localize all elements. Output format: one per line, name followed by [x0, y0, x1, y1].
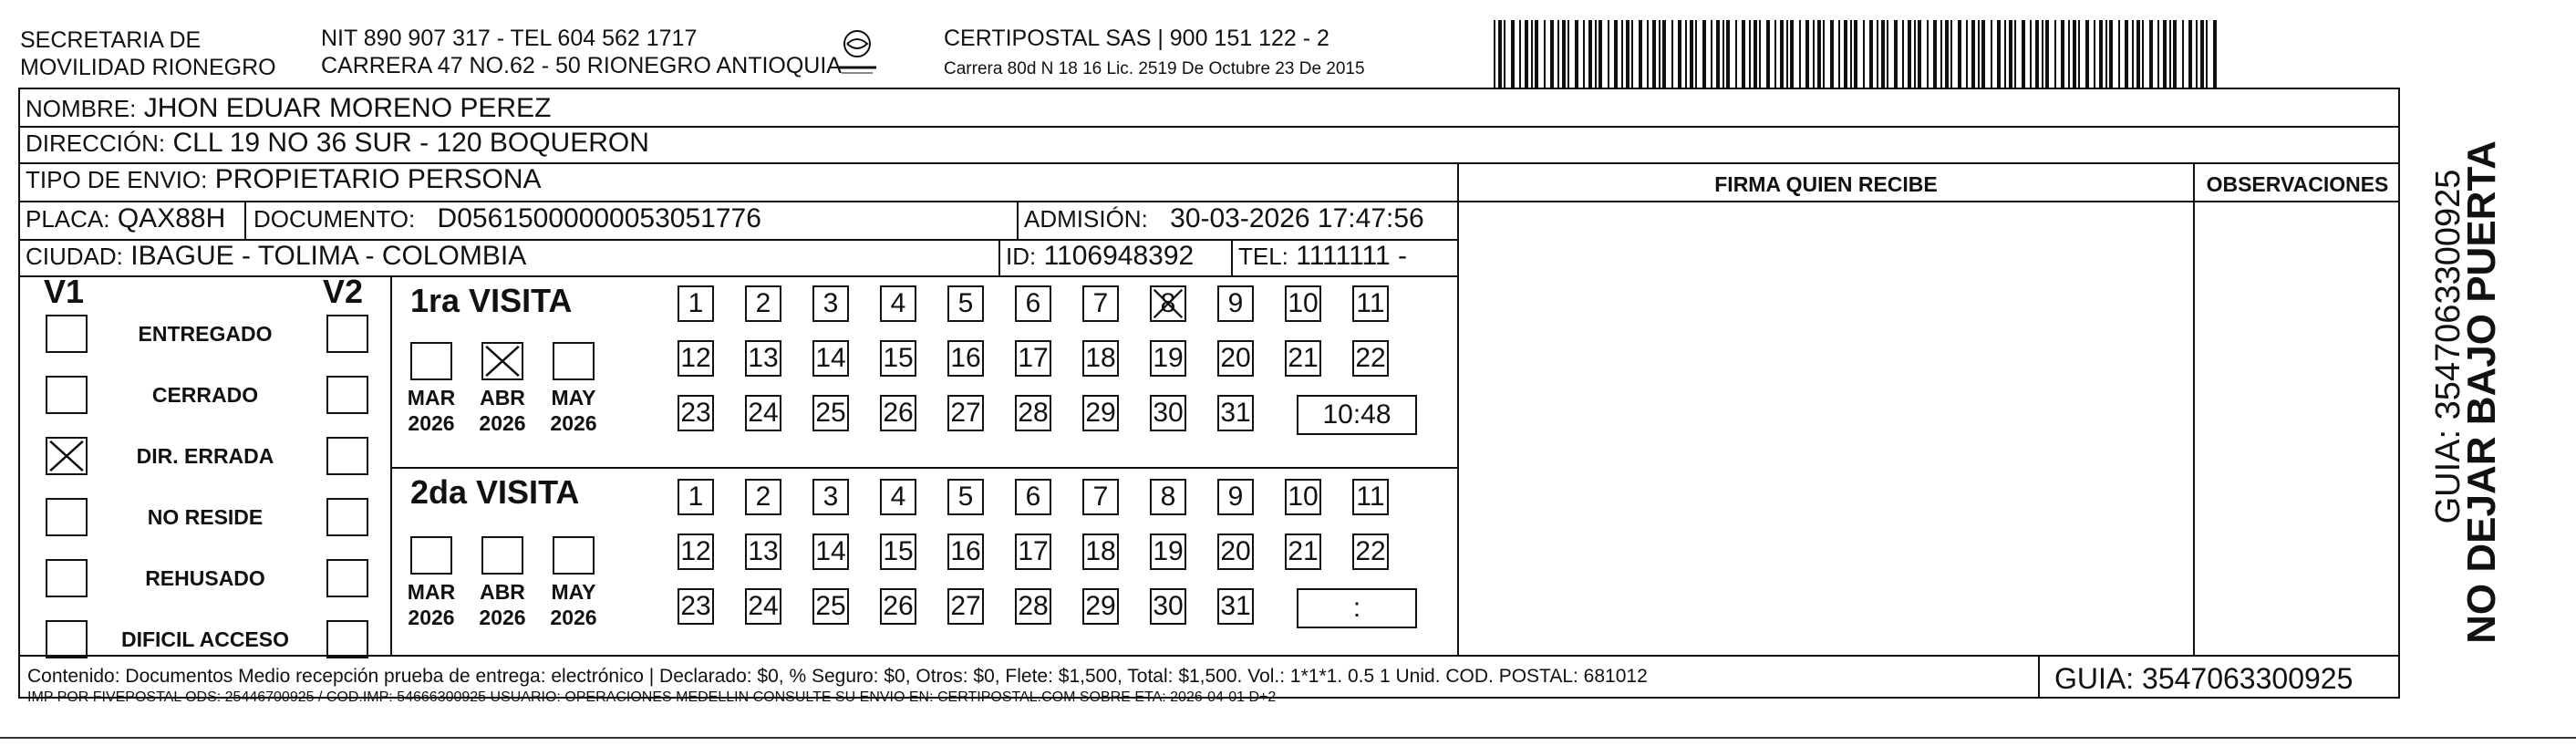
admision-label: ADMISIÓN: — [1024, 205, 1148, 233]
day-box[interactable]: 4 — [880, 479, 916, 515]
v1-header: V1 — [44, 273, 85, 310]
v1-checkbox[interactable] — [46, 315, 88, 353]
year-label: 2026 — [550, 411, 597, 435]
month-checkbox[interactable] — [410, 342, 452, 380]
month-checkbox[interactable] — [481, 342, 523, 380]
v1-checkbox[interactable] — [46, 620, 88, 658]
day-box[interactable]: 12 — [678, 534, 714, 570]
address-line: CARRERA 47 NO.62 - 50 RIONEGRO ANTIOQUIA — [321, 53, 842, 78]
day-box[interactable]: 6 — [1015, 285, 1051, 322]
day-box[interactable]: 23 — [678, 588, 714, 625]
v1-checkbox[interactable] — [46, 559, 88, 597]
nombre-value: JHON EDUAR MORENO PEREZ — [143, 93, 552, 123]
firma-left-border — [1457, 162, 1459, 655]
day-box[interactable]: 16 — [947, 534, 984, 570]
day-box[interactable]: 30 — [1150, 588, 1186, 625]
month-checkbox[interactable] — [410, 536, 452, 575]
ciudad-value: IBAGUE - TOLIMA - COLOMBIA — [130, 241, 527, 271]
day-box[interactable]: 12 — [678, 340, 714, 377]
firma-header: FIRMA QUIEN RECIBE — [1714, 172, 1938, 196]
day-box[interactable]: 6 — [1015, 479, 1051, 515]
ciudad-label: CIUDAD: — [26, 243, 123, 270]
day-box[interactable]: 31 — [1217, 395, 1254, 431]
nombre-label: NOMBRE: — [26, 95, 137, 122]
month-label: ABR — [480, 580, 525, 604]
visit1-title: 1ra VISITA — [410, 282, 573, 319]
day-box[interactable]: 1 — [678, 285, 714, 322]
day-box[interactable]: 19 — [1150, 340, 1186, 377]
year-label: 2026 — [479, 411, 526, 435]
day-box[interactable]: 29 — [1082, 395, 1119, 431]
day-box[interactable]: 30 — [1150, 395, 1186, 431]
day-box[interactable]: 15 — [880, 534, 916, 570]
day-box[interactable]: 3 — [812, 285, 849, 322]
day-box[interactable]: 13 — [745, 534, 781, 570]
day-box[interactable]: 20 — [1217, 340, 1254, 377]
status-label: DIR. ERRADA — [136, 444, 274, 468]
day-box[interactable]: 5 — [947, 285, 984, 322]
day-box[interactable]: 24 — [745, 588, 781, 625]
placa-value: QAX88H — [117, 203, 226, 233]
license-line: Carrera 80d N 18 16 Lic. 2519 De Octubre 23 De 2015 — [944, 59, 1365, 78]
visit2-title: 2da VISITA — [410, 473, 580, 511]
nombre-row — [26, 95, 551, 122]
v2-checkbox[interactable] — [326, 315, 368, 353]
guia-divider — [2038, 655, 2040, 699]
day-box[interactable]: 22 — [1352, 340, 1389, 377]
cell-divider — [244, 201, 246, 239]
placa-cell — [26, 205, 225, 233]
admision-cell — [1024, 205, 1424, 233]
tipo-label: TIPO DE ENVIO: — [26, 166, 208, 193]
year-label: 2026 — [479, 606, 526, 629]
day-box[interactable]: 21 — [1285, 534, 1321, 570]
side-guia: GUIA: 3547063300925 — [2429, 169, 2467, 524]
v2-checkbox[interactable] — [326, 376, 368, 414]
day-box[interactable]: 29 — [1082, 588, 1119, 625]
status-label: DIFICIL ACCESO — [120, 627, 289, 651]
row-divider — [18, 275, 1459, 277]
visit-divider — [390, 467, 1459, 469]
month-checkbox[interactable] — [553, 536, 595, 575]
status-label: ENTREGADO — [138, 322, 273, 346]
month-label: MAR — [407, 580, 456, 604]
cell-divider — [1017, 201, 1019, 239]
day-box[interactable]: 23 — [678, 395, 714, 431]
day-box[interactable]: 11 — [1352, 479, 1389, 515]
day-box[interactable]: 20 — [1217, 534, 1254, 570]
documento-cell — [253, 205, 761, 233]
day-box[interactable]: 3 — [812, 479, 849, 515]
day-box[interactable]: 1 — [678, 479, 714, 515]
bottom-rule — [0, 737, 2576, 739]
v2-checkbox[interactable] — [326, 498, 368, 536]
day-box[interactable]: 9 — [1217, 285, 1254, 322]
tipo-row — [26, 166, 542, 193]
time-box[interactable]: 10:48 — [1297, 395, 1417, 435]
day-box[interactable]: 5 — [947, 479, 984, 515]
documento-value: D05615000000053051776 — [437, 203, 761, 233]
direccion-label: DIRECCIÓN: — [26, 130, 166, 157]
day-box[interactable]: 26 — [880, 395, 916, 431]
tipo-value: PROPIETARIO PERSONA — [214, 164, 542, 194]
documento-label: DOCUMENTO: — [253, 205, 416, 233]
v2-checkbox[interactable] — [326, 620, 368, 658]
day-box[interactable]: 31 — [1217, 588, 1254, 625]
direccion-row — [26, 130, 649, 157]
day-box[interactable]: 8 — [1150, 285, 1186, 322]
day-box[interactable]: 18 — [1082, 340, 1119, 377]
day-box[interactable]: 14 — [812, 340, 849, 377]
day-box[interactable]: 17 — [1015, 534, 1051, 570]
day-box[interactable]: 17 — [1015, 340, 1051, 377]
org-name-line2: MOVILIDAD RIONEGRO — [20, 55, 276, 80]
admision-value: 30-03-2026 17:47:56 — [1170, 203, 1424, 233]
footer-divider — [18, 655, 2400, 657]
observaciones-left-border — [2193, 162, 2195, 655]
day-box[interactable]: 16 — [947, 340, 984, 377]
day-box[interactable]: 21 — [1285, 340, 1321, 377]
day-box[interactable]: 18 — [1082, 534, 1119, 570]
day-box[interactable]: 15 — [880, 340, 916, 377]
time-box[interactable]: : — [1297, 588, 1417, 628]
direccion-value: CLL 19 NO 36 SUR - 120 BOQUERON — [172, 128, 649, 158]
ciudad-cell — [26, 243, 526, 270]
day-box[interactable]: 22 — [1352, 534, 1389, 570]
day-box[interactable]: 10 — [1285, 285, 1321, 322]
id-cell — [1006, 243, 1194, 270]
day-box[interactable]: 13 — [745, 340, 781, 377]
day-box[interactable]: 28 — [1015, 395, 1051, 431]
tel-cell — [1238, 243, 1407, 270]
month-label: MAR — [407, 386, 456, 409]
day-box[interactable]: 2 — [745, 285, 781, 322]
nit-line: NIT 890 907 317 - TEL 604 562 1717 — [321, 26, 698, 51]
day-box[interactable]: 28 — [1015, 588, 1051, 625]
id-label: ID: — [1006, 243, 1037, 270]
v2-checkbox[interactable] — [326, 437, 368, 475]
status-label: NO RESIDE — [147, 505, 264, 529]
certipostal-logo-icon — [834, 27, 880, 78]
day-box[interactable]: 14 — [812, 534, 849, 570]
id-value: 1106948392 — [1043, 241, 1195, 271]
month-label: MAY — [551, 386, 596, 409]
footer-guia: GUIA: 3547063300925 — [2054, 662, 2354, 695]
v1-checkbox[interactable] — [46, 437, 88, 475]
month-label: MAY — [551, 580, 596, 604]
day-box[interactable]: 4 — [880, 285, 916, 322]
day-box[interactable]: 25 — [812, 588, 849, 625]
v2-checkbox[interactable] — [326, 559, 368, 597]
tel-label: TEL: — [1238, 243, 1288, 270]
year-label: 2026 — [550, 606, 597, 629]
footer-line2: IMP POR FIVEPOSTAL ODS: 25446700925 / COD.IMP: 54666300925 USUARIO: OPERACIONES MEDELLIN CONSULTE SU ENVIO EN: CERTIPOSTAL.COM SOBRE ETA: 2026-04-01 D+2 — [27, 689, 1277, 705]
footer-line1: Contenido: Documentos Medio recepción prueba de entrega: electrónico | Declarado: $0, % Seguro: $0, Otros: $0, Flete: $1,500, Total: $1,500. Vol.: 1*1*1. 0.5 1 Unid. COD. POSTAL: 681012 — [27, 666, 1648, 687]
barcode — [1494, 20, 2223, 88]
day-box[interactable]: 24 — [745, 395, 781, 431]
day-box[interactable]: 19 — [1150, 534, 1186, 570]
day-box[interactable]: 25 — [812, 395, 849, 431]
day-box[interactable]: 8 — [1150, 479, 1186, 515]
v1-checkbox[interactable] — [46, 376, 88, 414]
day-box[interactable]: 11 — [1352, 285, 1389, 322]
status-label: CERRADO — [151, 383, 259, 407]
row-divider — [1457, 201, 2400, 202]
observaciones-header: OBSERVACIONES — [2206, 172, 2389, 196]
day-box[interactable]: 7 — [1082, 285, 1119, 322]
year-label: 2026 — [408, 606, 455, 629]
day-box[interactable]: 7 — [1082, 479, 1119, 515]
org-name-line1: SECRETARIA DE — [20, 27, 202, 53]
day-box[interactable]: 2 — [745, 479, 781, 515]
side-warning: NO DEJAR BAJO PUERTA — [2459, 140, 2504, 644]
month-checkbox[interactable] — [481, 536, 523, 575]
v2-header: V2 — [323, 273, 364, 310]
day-box[interactable]: 27 — [947, 588, 984, 625]
day-box[interactable]: 10 — [1285, 479, 1321, 515]
day-box[interactable]: 27 — [947, 395, 984, 431]
month-label: ABR — [480, 386, 525, 409]
placa-label: PLACA: — [26, 205, 110, 233]
cell-divider — [1231, 239, 1233, 275]
month-checkbox[interactable] — [553, 342, 595, 380]
cell-divider — [998, 239, 1000, 275]
day-box[interactable]: 9 — [1217, 479, 1254, 515]
company-line: CERTIPOSTAL SAS | 900 151 122 - 2 — [944, 26, 1329, 51]
day-box[interactable]: 26 — [880, 588, 916, 625]
year-label: 2026 — [408, 411, 455, 435]
v1-checkbox[interactable] — [46, 498, 88, 536]
status-divider — [390, 275, 392, 655]
tel-value: 1111111 - — [1296, 241, 1408, 271]
status-label: REHUSADO — [145, 566, 265, 590]
